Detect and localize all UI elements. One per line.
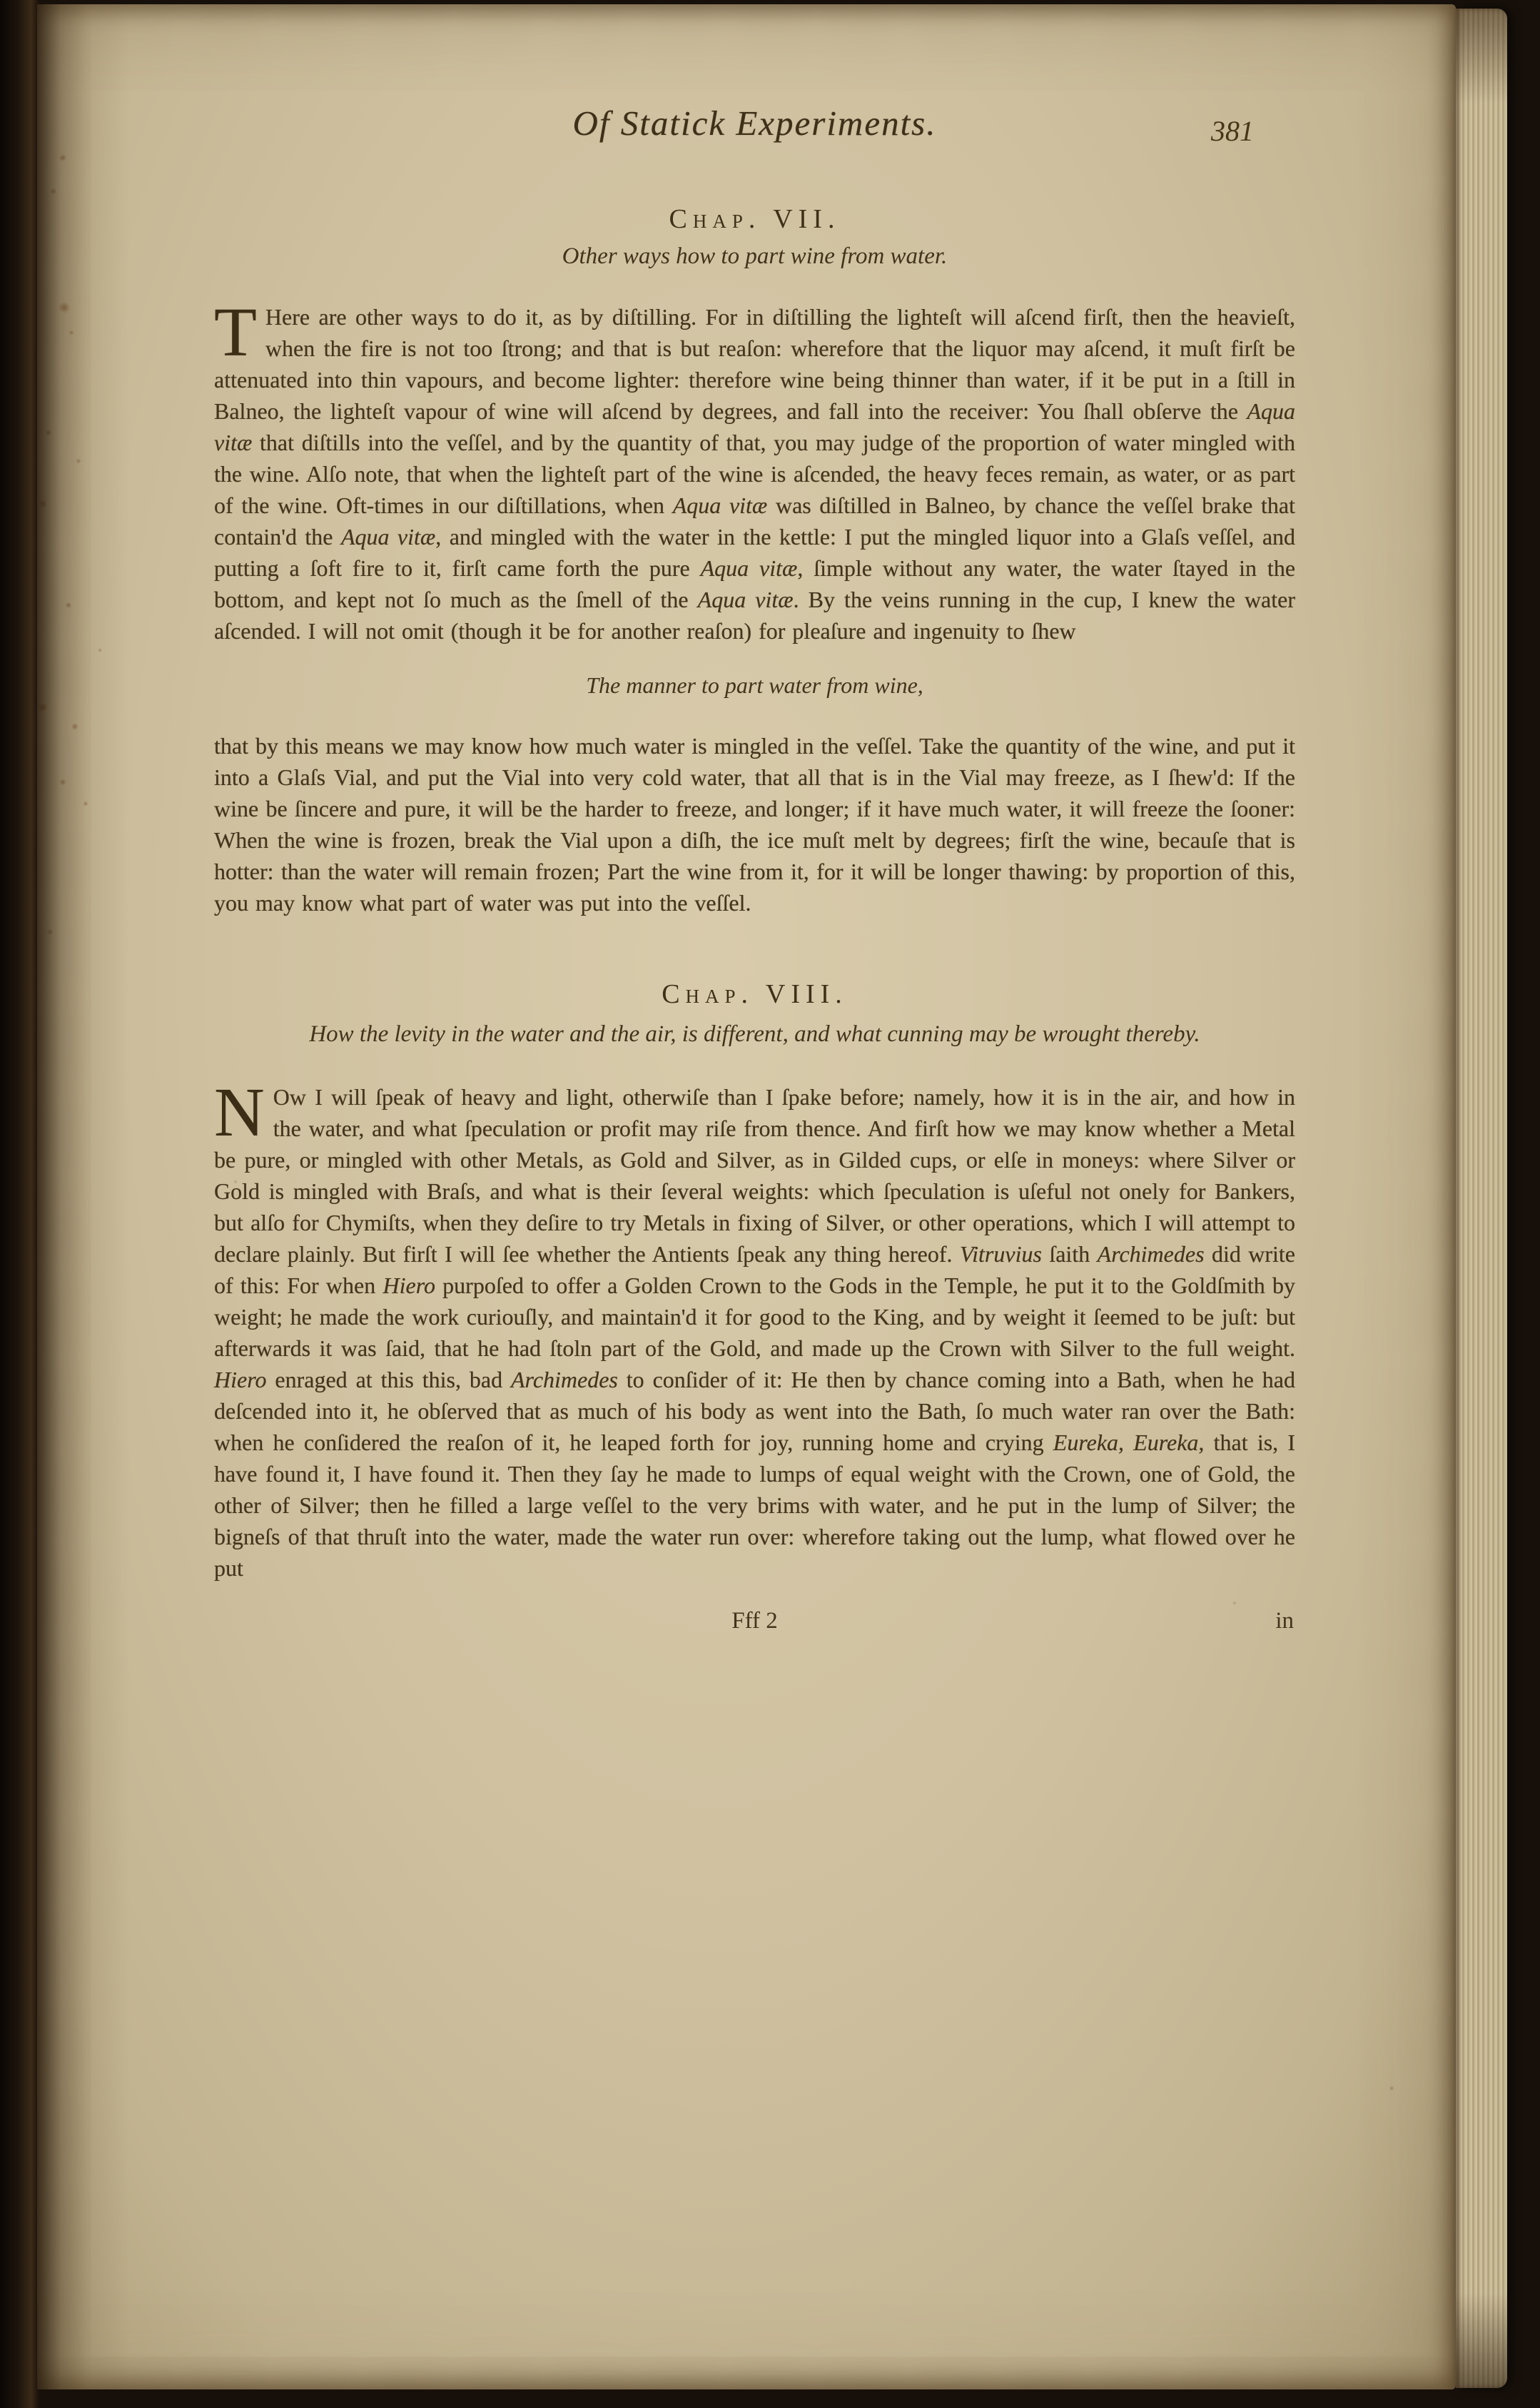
page-edges — [1456, 9, 1507, 2388]
book-page — [37, 4, 1456, 2389]
paragraph-archimedes — [214, 1074, 1296, 1584]
chapter-viii — [214, 978, 1295, 1584]
chapter-vii — [214, 203, 1295, 919]
chapter-vii-subtitle: Other ways how to part wine from water. — [562, 243, 948, 269]
gutter-shadow — [37, 4, 130, 2389]
drop-cap-t: T — [214, 294, 257, 371]
running-title: Of Statick Experiments. — [572, 103, 937, 143]
chapter-viii-subtitle: How the levity in the water and the air, is different, and what cunning may be wrought thereby. — [309, 1021, 1200, 1047]
subheading-part-water-from-wine: The manner to part water from wine, — [586, 672, 923, 698]
paragraph-freezing — [214, 730, 1295, 919]
page-footer — [214, 1608, 1295, 1634]
book-binding — [0, 0, 40, 2408]
paragraph-text: Ow I will ſpeak of heavy and light, otherwiſe than I ſpake before; namely, how it is in the air, and how in the water, and what ſpeculation or profit may riſe from thence. And firſt how we may know whether a Metal be pure, or mingled with other Metals, as Gold and Silver, as in Gilded cups, or elſe in moneys: where Silver or Gold is mingled with Braſs, and what is their ſeveral weights: which ſpeculation is uſeful not onely for Bankers, but alſo for Chymiſts, when they deſire to try Metals in fixing of Silver, or other operations, which I will attempt to declare plainly. But firſt I will ſee whether the Antients ſpeak any thing hereof. Vitruvius ſaith Archimedes did write of this: For when Hiero purpoſed to offer a Golden Crown to the Gods in the Temple, he put it to the Goldſmith by weight; he made the work curiouſly, and maintain'd it for good to the King, and by weight it ſeemed to be juſt: but afterwards it was ſaid, that he had ſtoln part of the Gold, and made up the Crown with Silver to the full weight. Hiero enraged at this this, bad Archimedes to conſider of it: He then by chance coming into a Bath, when he had deſcended into it, he obſerved that as much of his body as went into the Bath, ſo much water ran over the Bath: when he conſidered the reaſon of it, he leaped forth for joy, running home and crying Eureka, Eureka, that is, I have found it, I have found it. Then they ſay he made to lumps of equal weight with the Crown, one of Gold, the other of Silver; then he filled a large veſſel to the very brims with water, and he put in the lump of Silver; the bigneſs of that thruſt into the water, made the water run over: wherefore taking out the lump, what flowed over he put — [214, 1084, 1296, 1581]
page-number: 381 — [1211, 115, 1254, 147]
paragraph-text: Here are other ways to do it, as by diſtilling. For in diſtilling the lighteſt will aſcend firſt, then the heavieſt, when the fire is not too ſtrong; and that is but reaſon: wherefore that the liquor may aſcend, it muſt firſt be attenuated into thin vapours, and become lighter: therefore wine being thinner than water, if it be put in a ſtill in Balneo, the lighteſt vapour of wine will aſcend by degrees, and fall into the receiver: You ſhall obſerve the Aqua vitæ that diſtills into the veſſel, and by the quantity of that, you may judge of the proportion of water mingled with the wine. Alſo note, that when the lighteſt part of the wine is aſcended, the heavy feces remain, as water, or as part of the wine. Oft-times in our diſtillations, when Aqua vitæ was diſtilled in Balneo, by chance the veſſel brake that contain'd the Aqua vitæ, and mingled with the water in the kettle: I put the mingled liquor into a Glaſs veſſel, and putting a ſoft fire to it, firſt came forth the pure Aqua vitæ, ſimple without any water, the water ſtayed in the bottom, and kept not ſo much as the ſmell of the Aqua vitæ. By the veins running in the cup, I knew the water aſcended. I will not omit (though it be for another reaſon) for pleaſure and ingenuity to ſhew — [214, 304, 1296, 644]
page-header — [214, 103, 1295, 147]
paragraph-distilling — [214, 294, 1296, 647]
catchword: in — [1275, 1608, 1294, 1634]
drop-cap-n: N — [214, 1074, 265, 1151]
page-content — [214, 4, 1295, 1634]
chapter-viii-heading: Chap. VIII. — [662, 979, 848, 1009]
paragraph-text: that by this means we may know how much water is mingled in the veſſel. Take the quantity of the wine, and put it into a Glaſs Vial, and put the Vial into very cold water, that all that is in the Vial may freeze, as I ſhew'd: If the wine be ſincere and pure, it will be the harder to freeze, and longer; if it have much water, it will freeze the ſooner: When the wine is frozen, break the Vial upon a diſh, the ice muſt melt by degrees; firſt the wine, becauſe that is hotter: than the water will remain frozen; Part the wine from it, for it will be longer thawing: by proportion of this, you may know what part of water was put into the veſſel. — [214, 733, 1295, 916]
chapter-vii-heading: Chap. VII. — [669, 204, 841, 234]
signature-mark: Fff 2 — [731, 1608, 778, 1634]
